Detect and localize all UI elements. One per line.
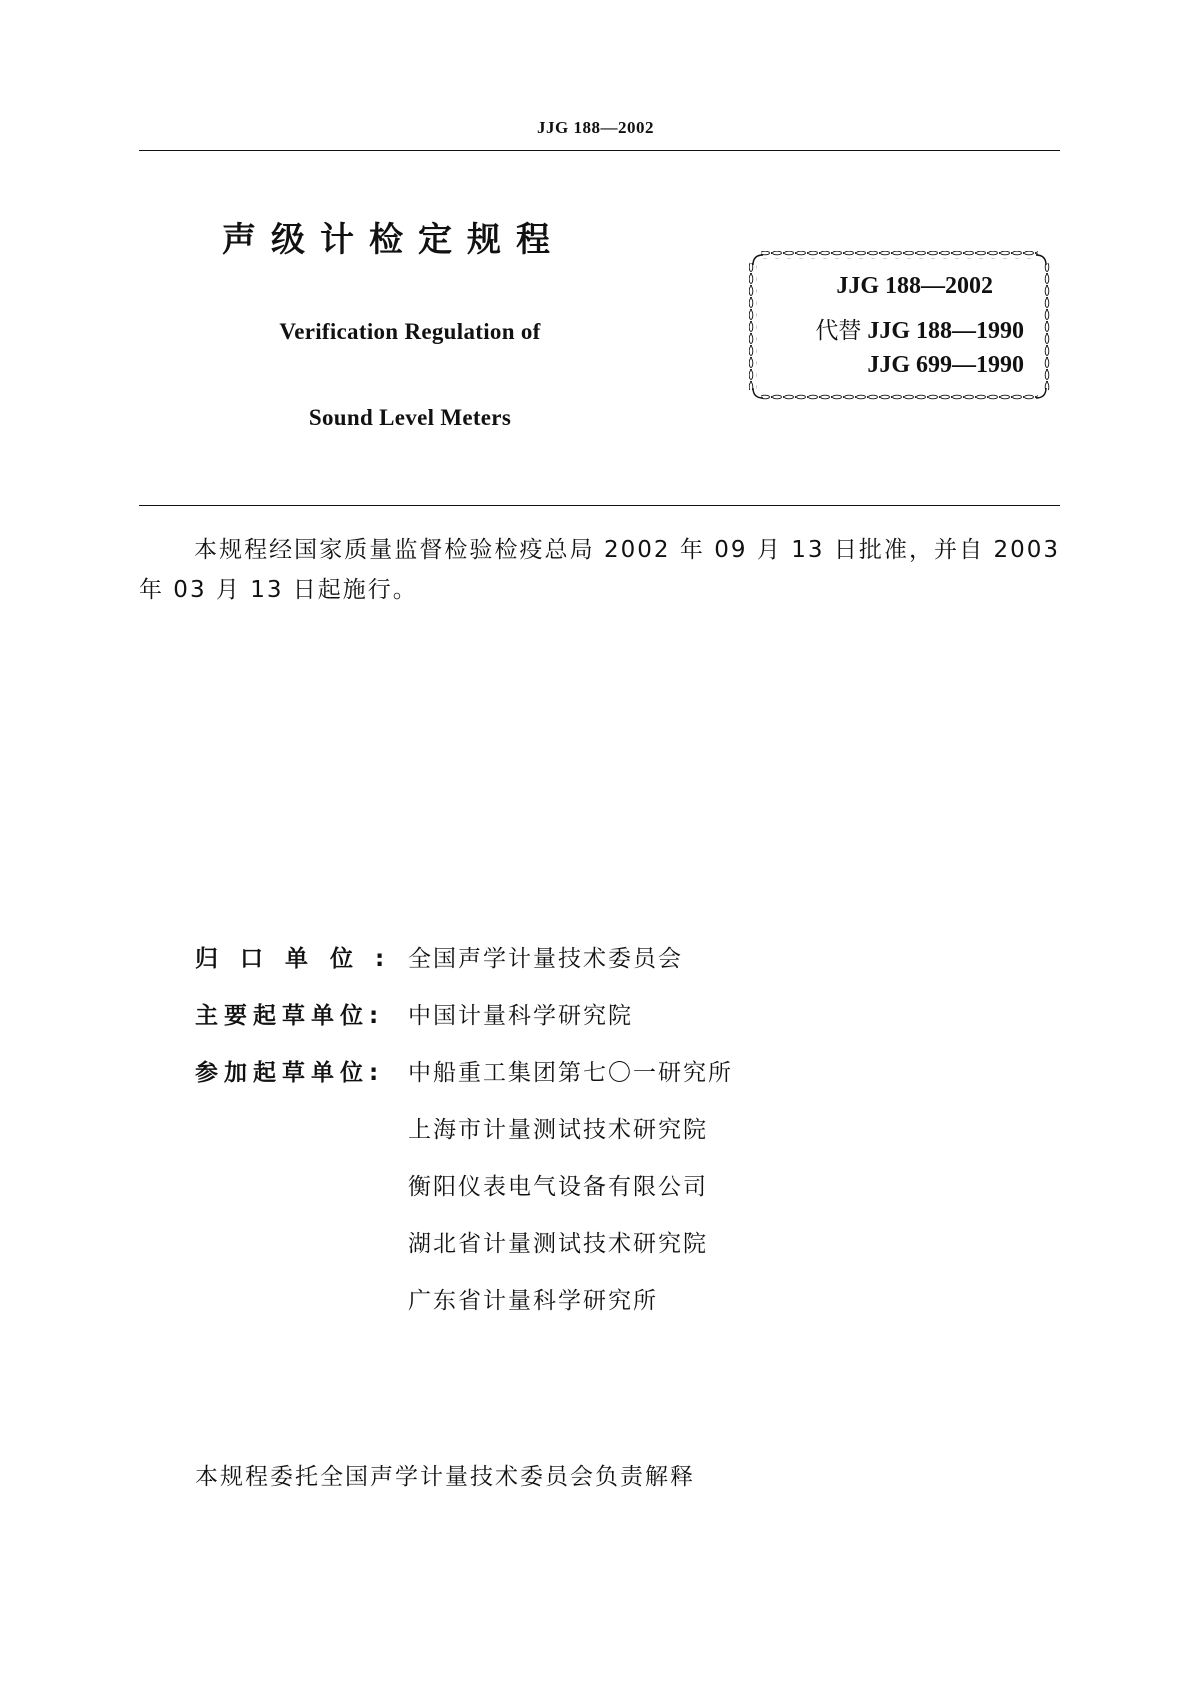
participating-unit-value: 广东省计量科学研究所 — [408, 1288, 658, 1314]
participating-unit-label: 参加起草单位: — [195, 1060, 385, 1086]
interpretation-note: 本规程委托全国声学计量技术委员会负责解释 — [195, 1464, 695, 1490]
title-chinese: 声级计检定规程 — [222, 220, 565, 260]
responsible-unit-label: 归口单位: — [195, 946, 407, 972]
standard-code-box — [747, 249, 1052, 404]
header-rule — [139, 150, 1060, 151]
title-english-line2: Sound Level Meters — [308, 405, 512, 430]
main-drafting-unit-label: 主要起草单位: — [195, 1003, 385, 1029]
responsible-unit-value: 全国声学计量技术委员会 — [408, 946, 683, 972]
title-rule — [139, 505, 1060, 506]
title-english-line1: Verification Regulation of — [279, 319, 541, 344]
replaces-label: 代替 — [815, 318, 862, 344]
participating-unit-value: 中船重工集团第七〇一研究所 — [408, 1060, 733, 1086]
running-header-code: JJG 188—2002 — [537, 118, 654, 137]
replaced-code-1: JJG 188—1990 — [867, 318, 1024, 344]
current-code: JJG 188—2002 — [836, 273, 993, 299]
approval-statement: 本规程经国家质量监督检验检疫总局 2002 年 09 月 13 日批准，并自 2003 年 03 月 13 日起施行。 — [139, 537, 1060, 603]
main-drafting-unit-value: 中国计量科学研究院 — [408, 1003, 633, 1029]
replaces-line-1 — [815, 312, 1024, 345]
participating-unit-value: 衡阳仪表电气设备有限公司 — [408, 1174, 708, 1200]
replaced-code-2: JJG 699—1990 — [867, 352, 1024, 378]
participating-unit-value: 湖北省计量测试技术研究院 — [408, 1231, 708, 1257]
participating-unit-value: 上海市计量测试技术研究院 — [408, 1117, 708, 1143]
